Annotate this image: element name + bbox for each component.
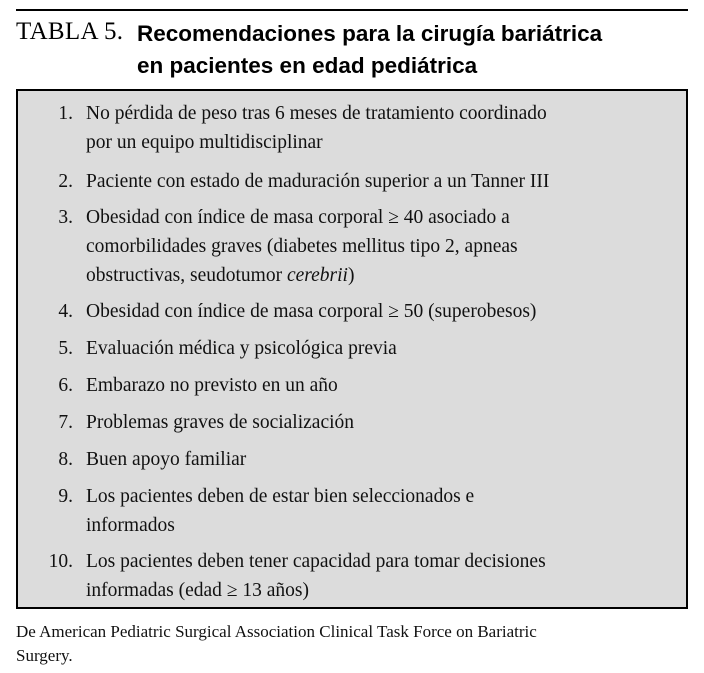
item-text xyxy=(86,408,681,437)
item-number: 5. xyxy=(58,338,73,359)
italic-term: cerebrii xyxy=(286,265,348,286)
item-line: comorbilidades graves (diabetes mellitus tipo 2, apneas xyxy=(86,236,518,257)
item-text xyxy=(86,334,681,363)
item-line: Obesidad con índice de masa corporal ≥ 50 (superobesos) xyxy=(86,301,537,322)
recommendations-box xyxy=(16,89,688,609)
item-number: 4. xyxy=(58,301,73,322)
item-line: Embarazo no previsto en un año xyxy=(86,375,338,396)
item-line: Evaluación médica y psicológica previa xyxy=(86,338,397,359)
item-line: Los pacientes deben tener capacidad para tomar decisiones xyxy=(86,551,546,572)
item-line: Paciente con estado de maduración superior a un Tanner III xyxy=(86,171,550,192)
item-text xyxy=(86,297,681,326)
table-heading-line-1: Recomendaciones para la cirugía bariátrica xyxy=(137,21,603,46)
table-heading-line-2: en pacientes en edad pediátrica xyxy=(137,53,478,78)
item-number: 1. xyxy=(58,103,73,124)
table-heading xyxy=(137,18,677,82)
item-line xyxy=(86,261,681,290)
source-line-2: Surgery. xyxy=(16,646,73,665)
item-line: Problemas graves de socialización xyxy=(86,412,355,433)
item-number: 8. xyxy=(58,449,73,470)
item-text xyxy=(86,482,681,540)
item-text xyxy=(86,371,681,400)
item-line: Obesidad con índice de masa corporal ≥ 40 asociado a xyxy=(86,207,510,228)
item-line: por un equipo multidisciplinar xyxy=(86,132,323,153)
item-line: No pérdida de peso tras 6 meses de tratamiento coordinado xyxy=(86,103,547,124)
source-note xyxy=(16,620,696,668)
item-number: 7. xyxy=(58,412,73,433)
item-number: 2. xyxy=(58,171,73,192)
item-number: 3. xyxy=(58,207,73,228)
item-text xyxy=(86,445,681,474)
table-label: TABLA 5. xyxy=(16,18,124,45)
item-text xyxy=(86,167,681,196)
closing-paren: ) xyxy=(347,265,355,286)
item-line-text: obstructivas, seudotumor xyxy=(86,265,283,286)
item-text xyxy=(86,547,681,605)
source-line-1: De American Pediatric Surgical Association Clinical Task Force on Bariatric xyxy=(16,622,537,641)
top-rule xyxy=(16,9,688,11)
item-number: 10. xyxy=(48,551,73,572)
item-number: 9. xyxy=(58,486,73,507)
item-text xyxy=(86,203,681,290)
item-line: Buen apoyo familiar xyxy=(86,449,247,470)
item-line: informadas (edad ≥ 13 años) xyxy=(86,580,309,601)
item-text xyxy=(86,99,681,157)
item-number: 6. xyxy=(58,375,73,396)
item-line: informados xyxy=(86,515,175,536)
item-line: Los pacientes deben de estar bien seleccionados e xyxy=(86,486,475,507)
